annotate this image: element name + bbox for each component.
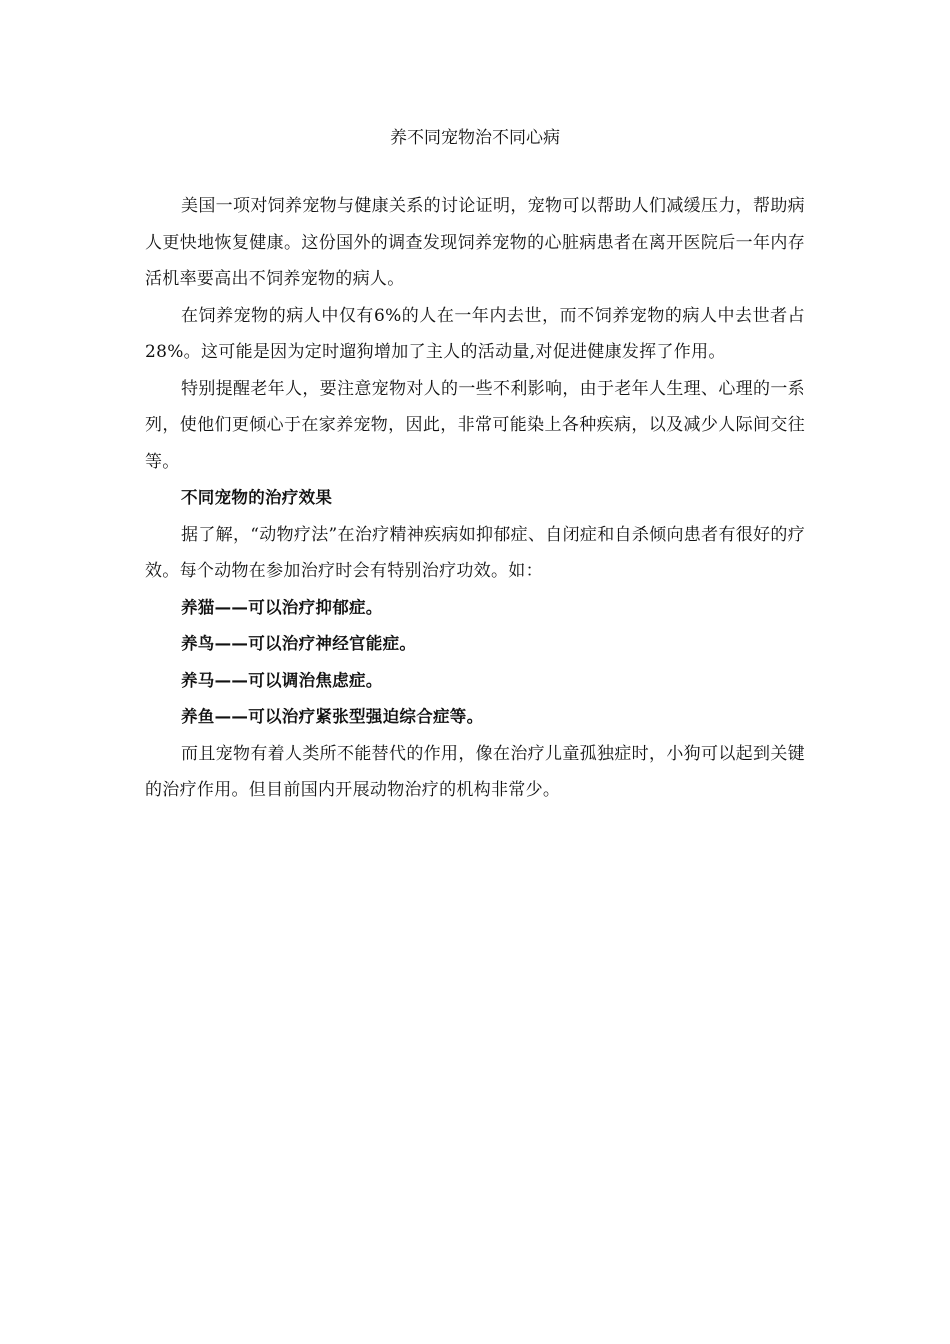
effect-item-cat: 养猫——可以治疗抑郁症。 [181,597,383,617]
section-subheading: 不同宠物的治疗效果 [181,488,333,507]
effect-item-horse: 养马——可以调治焦虑症。 [181,670,383,690]
intro-paragraph: 据了解，“动物疗法”在治疗精神疾病如抑郁症、自闭症和自杀倾向患者有很好的疗效。每个动物在参加治疗时会有特别治疗功效。如： [145,524,805,581]
paragraph-2: 在饲养宠物的病人中仅有6%的人在一年内去世，而不饲养宠物的病人中去世者占28%。这可能是因为定时遛狗增加了主人的活动量,对促进健康发挥了作用。 [145,305,805,362]
paragraph-1: 美国一项对饲养宠物与健康关系的讨论证明，宠物可以帮助人们减缓压力，帮助病人更快地恢复健康。这份国外的调查发现饲养宠物的心脏病患者在离开医院后一年内存活机率要高出不饲养宠物的病人。 [145,196,805,289]
effect-item-bird: 养鸟——可以治疗神经官能症。 [181,634,417,653]
effect-item-fish: 养鱼——可以治疗紧张型强迫综合症等。 [181,707,484,726]
closing-paragraph: 而且宠物有着人类所不能替代的作用，像在治疗儿童孤独症时，小狗可以起到关键的治疗作用。但目前国内开展动物治疗的机构非常少。 [145,743,805,800]
paragraph-3: 特别提醒老年人，要注意宠物对人的一些不利影响，由于老年人生理、心理的一系列，使他们更倾心于在家养宠物，因此，非常可能染上各种疾病，以及减少人际间交往等。 [145,378,805,472]
page-title: 养不同宠物治不同心病 [390,128,560,148]
document-body [145,120,805,809]
